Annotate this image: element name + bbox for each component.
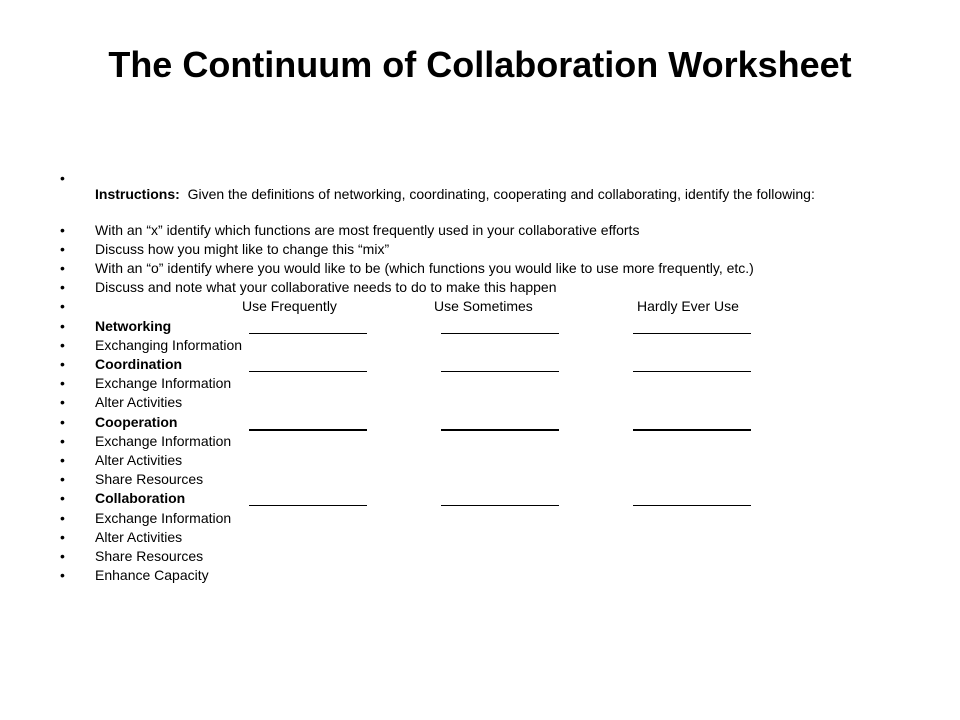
- function-item: Alter Activities: [95, 529, 183, 545]
- bullet-icon: •: [60, 337, 65, 353]
- page-title: The Continuum of Collaboration Worksheet: [108, 44, 852, 85]
- bullet-icon: •: [60, 414, 65, 430]
- bullet-icon: •: [60, 548, 65, 564]
- networking-row: [0, 318, 960, 337]
- bullet-icon: •: [60, 510, 65, 526]
- function-item: Exchanging Information: [95, 337, 243, 353]
- coordination-use-frequently-blank[interactable]: [249, 356, 367, 372]
- coordination-row: [0, 356, 960, 375]
- collaboration-row: [0, 490, 960, 509]
- bullet-icon: •: [60, 471, 65, 487]
- list-item: [0, 510, 960, 529]
- cooperation-use-sometimes-blank[interactable]: [441, 414, 559, 431]
- bullet-icon: •: [60, 375, 65, 391]
- step-text: Discuss how you might like to change this “mix”: [95, 241, 390, 257]
- instructions-body: Given the definitions of networking, coordinating, cooperating and collaborating, identify the following:: [187, 186, 815, 202]
- cooperation-label: Cooperation: [95, 414, 178, 430]
- function-item: Exchange Information: [95, 375, 232, 391]
- list-item: [0, 279, 960, 298]
- bullet-icon: •: [60, 567, 65, 583]
- bullet-icon: •: [60, 529, 65, 545]
- bullet-icon: •: [60, 452, 65, 468]
- bullet-icon: •: [60, 222, 65, 238]
- bullet-icon: •: [60, 356, 65, 372]
- list-item: [0, 241, 960, 260]
- list-item: [0, 260, 960, 279]
- bullet-icon: •: [60, 490, 65, 506]
- instructions-row: [0, 186, 960, 218]
- function-item: Alter Activities: [95, 394, 183, 410]
- function-item: Enhance Capacity: [95, 567, 209, 583]
- column-header-hardly-ever-use: Hardly Ever Use: [637, 298, 739, 314]
- networking-use-frequently-blank[interactable]: [249, 318, 367, 334]
- function-item: Share Resources: [95, 548, 204, 564]
- bullet-icon: •: [60, 298, 65, 314]
- collaboration-label: Collaboration: [95, 490, 186, 506]
- list-item: [0, 548, 960, 567]
- list-item: [0, 452, 960, 471]
- instructions-text: [95, 186, 855, 202]
- list-item: [0, 337, 960, 356]
- function-item: Exchange Information: [95, 433, 232, 449]
- cooperation-row: [0, 414, 960, 433]
- list-item: [0, 471, 960, 490]
- collaboration-hardly-ever-use-blank[interactable]: [633, 490, 751, 506]
- bullet-icon: •: [60, 170, 65, 186]
- networking-label: Networking: [95, 318, 172, 334]
- step-text: With an “x” identify which functions are most frequently used in your collaborative efforts: [95, 222, 640, 238]
- collaboration-use-sometimes-blank[interactable]: [441, 490, 559, 506]
- bullet-icon: •: [60, 260, 65, 276]
- column-header-use-frequently: Use Frequently: [242, 298, 337, 314]
- list-item: [0, 433, 960, 452]
- coordination-hardly-ever-use-blank[interactable]: [633, 356, 751, 372]
- list-item: [0, 529, 960, 548]
- list-item: [0, 394, 960, 413]
- list-item: [0, 375, 960, 394]
- function-item: Exchange Information: [95, 510, 232, 526]
- list-item: [0, 567, 960, 586]
- coordination-label: Coordination: [95, 356, 183, 372]
- column-header-use-sometimes: Use Sometimes: [434, 298, 533, 314]
- bullet-icon: •: [60, 394, 65, 410]
- bullet-icon: •: [60, 241, 65, 257]
- bullet-icon: •: [60, 318, 65, 334]
- networking-hardly-ever-use-blank[interactable]: [633, 318, 751, 334]
- bullet-icon: •: [60, 433, 65, 449]
- function-item: Share Resources: [95, 471, 204, 487]
- step-text: With an “o” identify where you would like to be (which functions you would like to use more frequently, etc.): [95, 260, 754, 276]
- list-item: [0, 222, 960, 241]
- bullet-icon: •: [60, 279, 65, 295]
- step-text: Discuss and note what your collaborative needs to do to make this happen: [95, 279, 557, 295]
- function-item: Alter Activities: [95, 452, 183, 468]
- instructions-label: Instructions:: [95, 186, 180, 202]
- coordination-use-sometimes-blank[interactable]: [441, 356, 559, 372]
- collaboration-use-frequently-blank[interactable]: [249, 490, 367, 506]
- networking-use-sometimes-blank[interactable]: [441, 318, 559, 334]
- cooperation-use-frequently-blank[interactable]: [249, 414, 367, 431]
- cooperation-hardly-ever-use-blank[interactable]: [633, 414, 751, 431]
- column-header-row: [0, 298, 960, 317]
